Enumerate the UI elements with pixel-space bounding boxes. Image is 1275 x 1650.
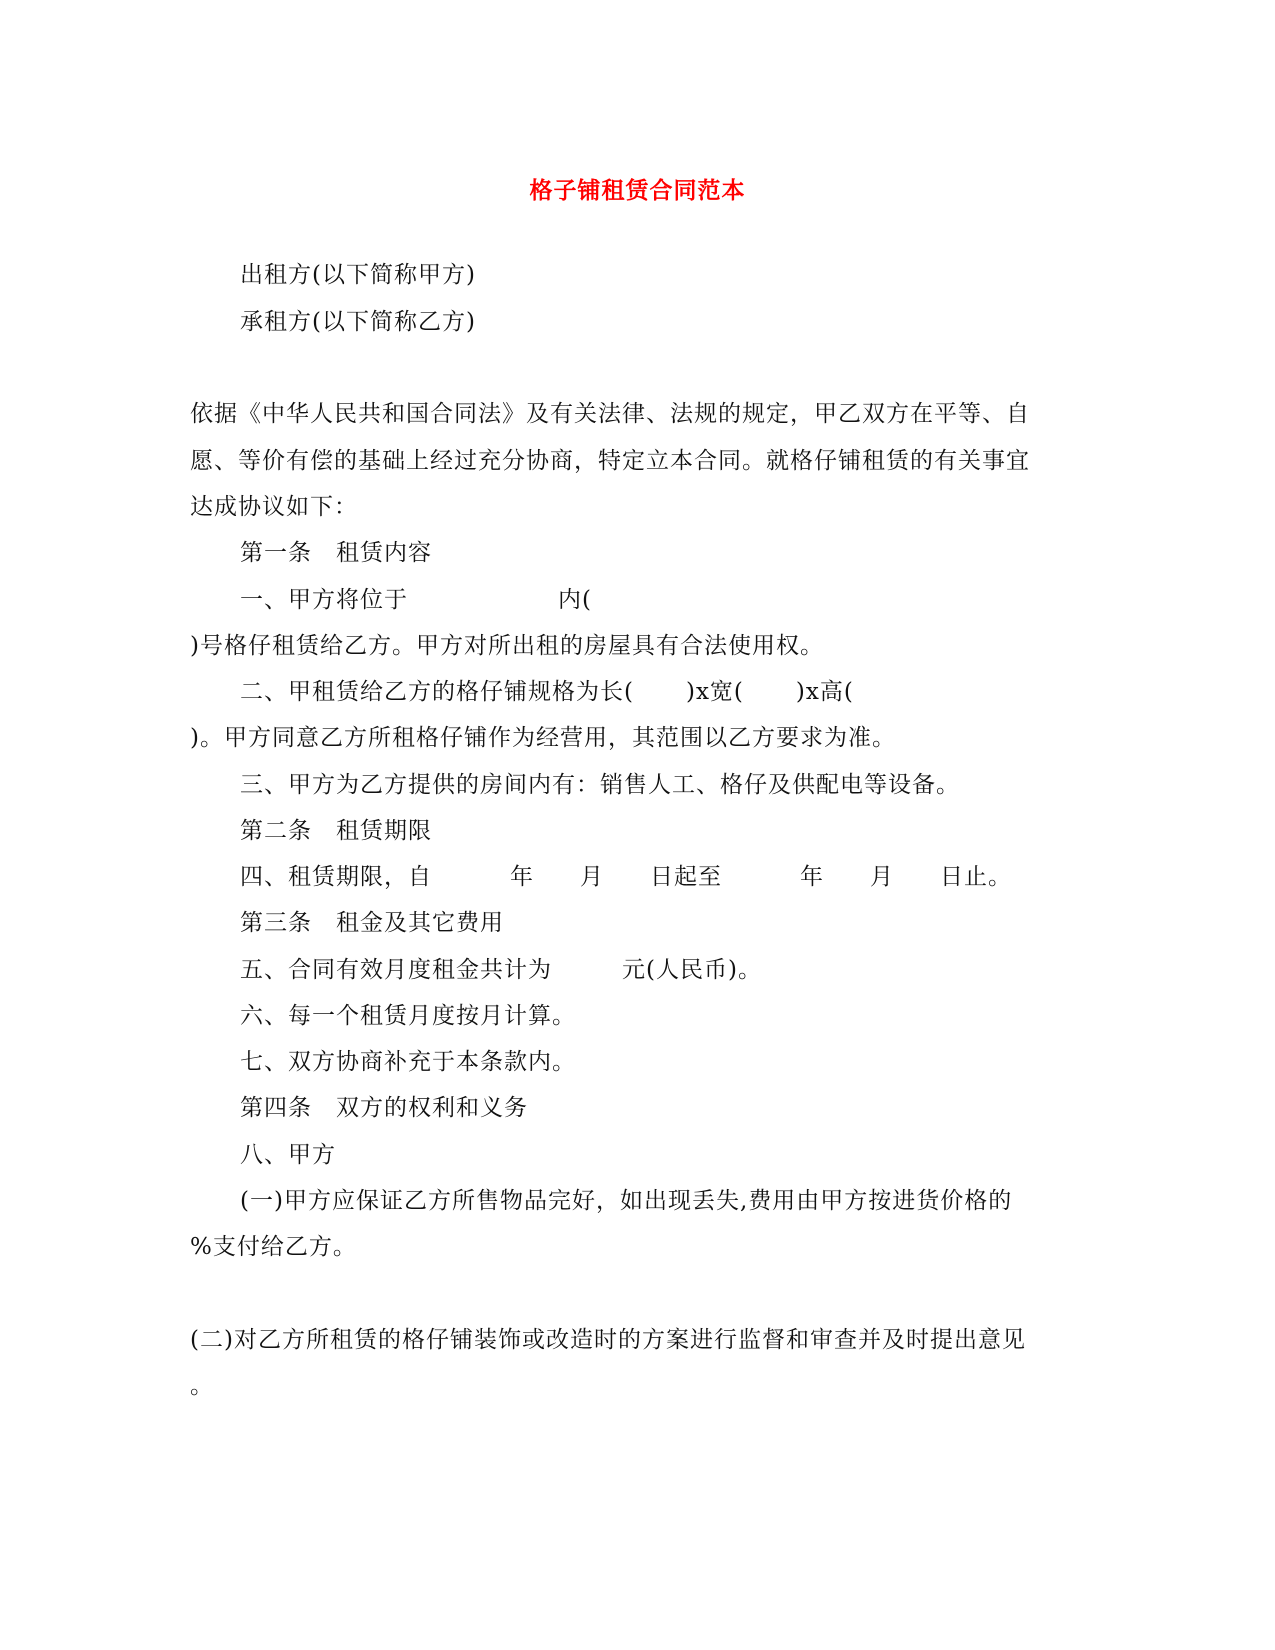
item-8-clause-1: (一)甲方应保证乙方所售物品完好，如出现丢失,费用由甲方按进货价格的 [240,1188,1013,1214]
item-4-text-a: 四、租赁期限，自 [240,864,432,890]
item-5-text-a: 五、合同有效月度租金共计为 [240,957,552,983]
item-4-year-2: 年 [800,864,824,890]
article-4-heading: 第四条 双方的权利和义务 [240,1095,528,1121]
item-1-text-a: 一、甲方将位于 [240,587,408,613]
item-8-line: 八、甲方 [240,1142,336,1168]
article-3-heading: 第三条 租金及其它费用 [240,910,504,936]
item-4-year-1: 年 [510,864,534,890]
item-4-month-1: 月 [580,864,604,890]
item-2-line [240,677,854,707]
item-1-continued: )号格仔租赁给乙方。甲方对所出租的房屋具有合法使用权。 [190,633,824,659]
item-6-line: 六、每一个租赁月度按月计算。 [240,1003,576,1029]
article-2-heading: 第二条 租赁期限 [240,818,432,844]
item-1-text-b: 内( [558,587,592,613]
lessee-line: 承租方(以下简称乙方) [240,309,476,335]
item-3-line: 三、甲方为乙方提供的房间内有：销售人工、格仔及供配电等设备。 [240,772,960,798]
item-4-day-2: 日止。 [940,864,1012,890]
item-1-line [240,585,592,615]
item-2-text-a: 二、甲租赁给乙方的格仔铺规格为长( [240,679,634,705]
item-4-month-2: 月 [870,864,894,890]
item-5-line [240,955,762,985]
item-2-text-b: )x宽( [685,679,744,705]
intro-line-1: 依据《中华人民共和国合同法》及有关法律、法规的规定，甲乙双方在平等、自 [190,401,1030,427]
item-2-continued: )。甲方同意乙方所租格仔铺作为经营用，其范围以乙方要求为准。 [190,725,896,751]
item-8-clause-2-continued: 。 [190,1373,214,1399]
item-5-text-b: 元(人民币)。 [622,957,762,983]
intro-line-3: 达成协议如下： [190,494,358,520]
item-4-line [240,862,1012,892]
article-1-heading: 第一条 租赁内容 [240,540,432,566]
intro-line-2: 愿、等价有偿的基础上经过充分协商，特定立本合同。就格仔铺租赁的有关事宜 [190,448,1030,474]
item-8-clause-1-continued: %支付给乙方。 [190,1234,357,1260]
item-8-clause-2: (二)对乙方所租赁的格仔铺装饰或改造时的方案进行监督和审查并及时提出意见 [190,1327,1026,1353]
lessor-line: 出租方(以下简称甲方) [240,262,476,288]
document-title: 格子铺租赁合同范本 [529,178,746,204]
item-7-line: 七、双方协商补充于本条款内。 [240,1049,576,1075]
item-2-text-c: )x高( [795,679,854,705]
item-4-day-1: 日起至 [650,864,722,890]
